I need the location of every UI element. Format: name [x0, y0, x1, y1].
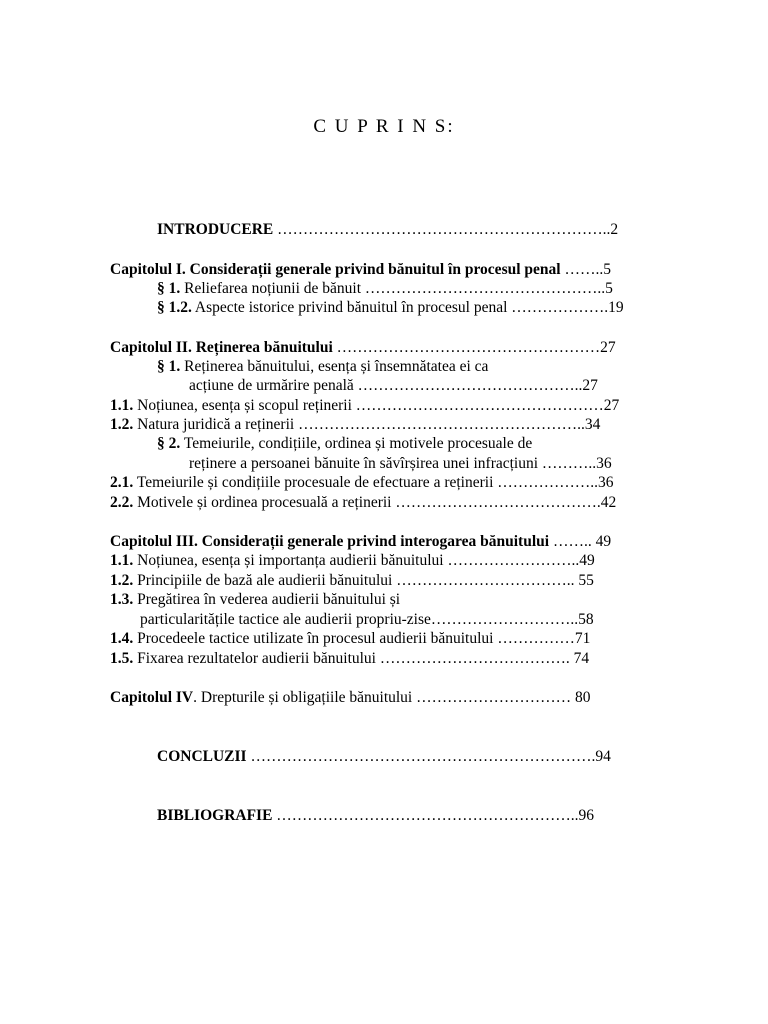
toc-entry: [110, 493, 616, 512]
toc-label: 1.5.: [110, 650, 134, 667]
toc-text: reținere a persoanei bănuite în săvîrșirea unei infracțiuni ………..36: [189, 455, 612, 472]
toc-entry: [157, 298, 624, 317]
toc-label: BIBLIOGRAFIE: [157, 807, 273, 824]
toc-entry: [110, 338, 616, 357]
toc-label: CONCLUZII: [157, 748, 247, 765]
toc-label: § 1.2.: [157, 299, 192, 316]
toc-text: Principiile de bază ale audierii bănuitului …………………………….. 55: [133, 572, 594, 589]
toc-label: 1.2.: [110, 572, 134, 589]
toc-label: § 2.: [157, 435, 181, 452]
toc-label: § 1.: [157, 280, 181, 297]
toc-text: Temeiurile și condițiile procesuale de efectuare a reținerii ………………..36: [133, 474, 614, 491]
toc-entry: [110, 260, 611, 279]
toc-text: Temeiurile, condițiile, ordinea și motivele procesuale de: [180, 435, 533, 452]
toc-label: INTRODUCERE: [157, 221, 274, 238]
toc-text: …….. 49: [549, 533, 612, 550]
toc-entry: [110, 473, 614, 492]
toc-label: Capitolul III. Considerații generale privind interogarea bănuitului: [110, 533, 550, 550]
toc-label: 2.2.: [110, 494, 134, 511]
toc-text: Noțiunea, esența și importanța audierii bănuitului ……………………..49: [133, 552, 595, 569]
toc-entry: [157, 279, 613, 298]
toc-entry: [110, 590, 400, 609]
toc-text: particularitățile tactice ale audierii propriu-zise………………………..58: [140, 611, 594, 628]
toc-entry: [157, 434, 532, 453]
toc-text: ……..5: [560, 261, 611, 278]
toc-text: …………………………………………………..96: [272, 807, 595, 824]
toc-entry: [157, 806, 594, 825]
page-title: C U P R I N S:: [313, 116, 455, 137]
toc-entry: [110, 571, 594, 590]
toc-entry: [110, 532, 611, 551]
toc-text: ……………………………………………27: [332, 339, 616, 356]
toc-entry: [157, 747, 611, 766]
toc-label: 1.2.: [110, 416, 134, 433]
toc-text: Procedeele tactice utilizate în procesul audierii bănuitului ……………71: [133, 630, 591, 647]
toc-entry: [110, 649, 589, 668]
toc-label: Capitolul IV: [110, 689, 194, 706]
toc-text: Pregătirea în vederea audierii bănuitului și: [133, 591, 401, 608]
toc-entry: [140, 610, 594, 629]
toc-text: Reliefarea noțiunii de bănuit ………………………………………..5: [180, 280, 613, 297]
toc-entry: [189, 376, 598, 395]
toc-label: Capitolul I. Considerații generale privind bănuitul în procesul penal: [110, 261, 561, 278]
toc-text: ………………………………………………………….94: [246, 748, 611, 765]
toc-entry: [110, 688, 591, 707]
toc-text: Reținerea bănuitului, esența și însemnătatea ei ca: [180, 358, 489, 375]
toc-text: Fixarea rezultatelor audierii bănuitului ………………………………. 74: [133, 650, 590, 667]
toc-entry: [110, 629, 590, 648]
toc-label: § 1.: [157, 358, 181, 375]
toc-text: ………………………………………………………..2: [273, 221, 619, 238]
toc-label: 2.1.: [110, 474, 134, 491]
toc-label: 1.4.: [110, 630, 134, 647]
toc-text: acțiune de urmărire penală ……………………………………..27: [189, 377, 598, 394]
toc-entry: [157, 357, 488, 376]
toc-entry: [189, 454, 612, 473]
toc-label: 1.1.: [110, 397, 134, 414]
toc-entry: [110, 415, 600, 434]
toc-label: Capitolul II. Reținerea bănuitului: [110, 339, 333, 356]
toc-text: Aspecte istorice privind bănuitul în procesul penal ……………….19: [191, 299, 624, 316]
toc-text: . Drepturile și obligațiile bănuitului ………………………… 80: [193, 689, 591, 706]
toc-text: Natura juridică a reținerii ………………………………………………..34: [133, 416, 601, 433]
toc-text: Motivele și ordinea procesuală a reținerii ………………………………….42: [133, 494, 617, 511]
toc-text: Noțiunea, esența și scopul reținerii …………………………………………27: [133, 397, 620, 414]
toc-entry: [110, 551, 595, 570]
toc-entry: [110, 396, 619, 415]
toc-label: 1.3.: [110, 591, 134, 608]
toc-entry: [157, 220, 618, 239]
toc-label: 1.1.: [110, 552, 134, 569]
